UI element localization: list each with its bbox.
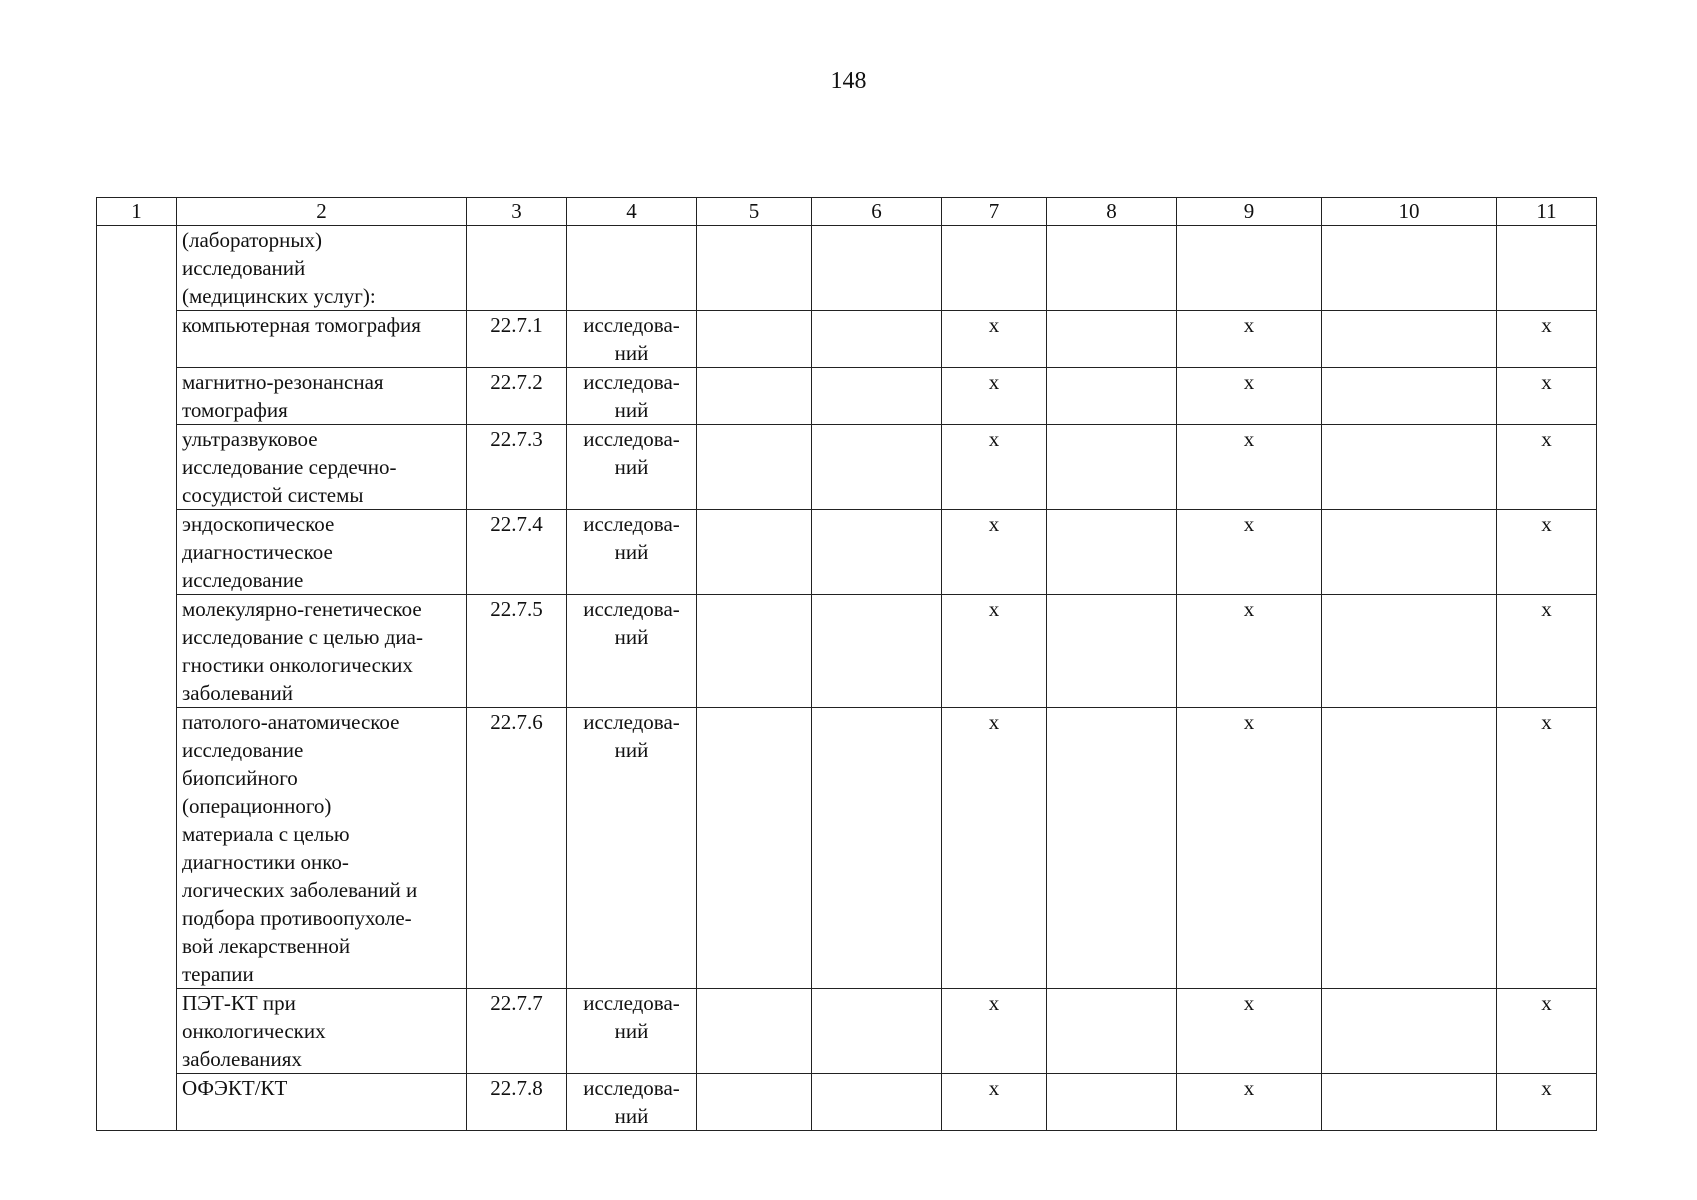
- empty-cell: [1322, 708, 1497, 989]
- table-row: [97, 708, 1597, 989]
- column-header: 3: [467, 198, 567, 226]
- mark-cell: x: [942, 595, 1047, 708]
- service-name-line: исследование с целью диа-: [182, 625, 423, 649]
- empty-cell: [1047, 226, 1177, 311]
- column-header: 2: [177, 198, 467, 226]
- service-name-cell: [177, 595, 467, 708]
- empty-cell: [1322, 595, 1497, 708]
- table-row: [97, 595, 1597, 708]
- unit-cell: [567, 510, 697, 595]
- empty-cell: [942, 226, 1047, 311]
- empty-cell: [697, 226, 812, 311]
- empty-cell: [812, 708, 942, 989]
- unit-cell: [567, 708, 697, 989]
- service-name-cell: [177, 311, 467, 368]
- column-header: 7: [942, 198, 1047, 226]
- unit-line: ний: [614, 398, 649, 422]
- column-header: 11: [1497, 198, 1597, 226]
- unit-cell: [567, 311, 697, 368]
- mark-cell: x: [942, 989, 1047, 1074]
- column-header: 10: [1322, 198, 1497, 226]
- mark-cell: x: [1497, 595, 1597, 708]
- column-header: 6: [812, 198, 942, 226]
- mark-cell: x: [942, 510, 1047, 595]
- intro-row: [97, 226, 1597, 311]
- column-header: 4: [567, 198, 697, 226]
- mark-cell: x: [1497, 368, 1597, 425]
- empty-cell: [812, 425, 942, 510]
- mark-cell: x: [1177, 989, 1322, 1074]
- intro-line: исследований: [182, 256, 306, 280]
- table-row: [97, 510, 1597, 595]
- unit-line: исследова-: [583, 597, 680, 621]
- empty-cell: [812, 226, 942, 311]
- service-name-line: подбора противоопухоле-: [182, 906, 412, 930]
- empty-cell: [1047, 1074, 1177, 1131]
- empty-cell: [1322, 989, 1497, 1074]
- header-row: [97, 198, 1597, 226]
- service-name-line: компьютерная томография: [182, 313, 421, 337]
- empty-cell: [1047, 368, 1177, 425]
- mark-cell: x: [1177, 425, 1322, 510]
- service-name-line: исследование: [182, 738, 304, 762]
- column-header: 5: [697, 198, 812, 226]
- intro-line: (лабораторных): [182, 228, 322, 252]
- unit-line: исследова-: [583, 991, 680, 1015]
- service-name-line: (операционного): [182, 794, 332, 818]
- service-name-cell: [177, 425, 467, 510]
- unit-line: ний: [614, 1104, 649, 1128]
- unit-line: исследова-: [583, 710, 680, 734]
- empty-cell: [812, 595, 942, 708]
- empty-cell: [812, 989, 942, 1074]
- empty-cell: [1047, 311, 1177, 368]
- service-code-cell: 22.7.4: [467, 510, 567, 595]
- mark-cell: x: [1497, 425, 1597, 510]
- column-header: 1: [97, 198, 177, 226]
- empty-cell: [697, 510, 812, 595]
- service-name-line: вой лекарственной: [182, 934, 351, 958]
- service-name-line: терапии: [182, 962, 254, 986]
- service-name-line: заболеваний: [182, 681, 293, 705]
- unit-line: ний: [614, 540, 649, 564]
- empty-cell: [812, 311, 942, 368]
- mark-cell: x: [1497, 510, 1597, 595]
- service-name-line: ОФЭКТ/КТ: [182, 1076, 288, 1100]
- mark-cell: x: [1177, 311, 1322, 368]
- service-name-line: исследование: [182, 568, 304, 592]
- service-name-line: томография: [182, 398, 288, 422]
- mark-cell: x: [1177, 1074, 1322, 1131]
- service-name-cell: [177, 989, 467, 1074]
- empty-cell: [1497, 226, 1597, 311]
- unit-line: ний: [614, 341, 649, 365]
- mark-cell: x: [942, 708, 1047, 989]
- service-name-line: материала с целью: [182, 822, 350, 846]
- empty-cell: [567, 226, 697, 311]
- service-code-cell: 22.7.5: [467, 595, 567, 708]
- unit-line: исследова-: [583, 512, 680, 536]
- mark-cell: x: [1177, 708, 1322, 989]
- mark-cell: x: [1497, 708, 1597, 989]
- unit-line: ний: [614, 1019, 649, 1043]
- unit-line: исследова-: [583, 427, 680, 451]
- service-name-line: заболеваниях: [182, 1047, 302, 1071]
- empty-cell: [812, 510, 942, 595]
- page-number: 148: [830, 68, 867, 94]
- mark-cell: x: [942, 1074, 1047, 1131]
- service-name-cell: [177, 1074, 467, 1131]
- table-row: [97, 311, 1597, 368]
- unit-cell: [567, 368, 697, 425]
- service-name-line: диагностики онко-: [182, 850, 349, 874]
- empty-cell: [697, 368, 812, 425]
- empty-cell: [1322, 510, 1497, 595]
- empty-cell: [697, 708, 812, 989]
- service-name-line: ПЭТ-КТ при: [182, 991, 296, 1015]
- table-row: [97, 1074, 1597, 1131]
- service-name-line: патолого-анатомическое: [182, 710, 400, 734]
- mark-cell: x: [942, 425, 1047, 510]
- service-code-cell: 22.7.2: [467, 368, 567, 425]
- mark-cell: x: [1497, 311, 1597, 368]
- table-row: [97, 425, 1597, 510]
- mark-cell: x: [1177, 368, 1322, 425]
- intro-line: (медицинских услуг):: [182, 284, 376, 308]
- empty-cell: [1047, 595, 1177, 708]
- empty-cell: [467, 226, 567, 311]
- unit-line: исследова-: [583, 313, 680, 337]
- unit-line: ний: [614, 455, 649, 479]
- unit-line: ний: [614, 625, 649, 649]
- mark-cell: x: [1497, 989, 1597, 1074]
- service-name-line: логических заболеваний и: [182, 878, 418, 902]
- empty-cell: [1047, 989, 1177, 1074]
- empty-cell: [812, 368, 942, 425]
- service-name-line: гностики онкологических: [182, 653, 413, 677]
- service-name-line: эндоскопическое: [182, 512, 335, 536]
- empty-cell: [1322, 311, 1497, 368]
- service-name-line: молекулярно-генетическое: [182, 597, 422, 621]
- service-code-cell: 22.7.7: [467, 989, 567, 1074]
- mark-cell: x: [1177, 510, 1322, 595]
- mark-cell: x: [942, 368, 1047, 425]
- empty-cell: [1322, 1074, 1497, 1131]
- empty-cell: [697, 311, 812, 368]
- empty-cell: [697, 425, 812, 510]
- column-header: 9: [1177, 198, 1322, 226]
- service-name-line: магнитно-резонансная: [182, 370, 384, 394]
- service-name-cell: [177, 510, 467, 595]
- unit-cell: [567, 425, 697, 510]
- service-name-line: онкологических: [182, 1019, 326, 1043]
- service-name-cell: [177, 708, 467, 989]
- table-body: [97, 226, 1597, 1131]
- empty-cell: [1322, 226, 1497, 311]
- empty-cell: [1047, 708, 1177, 989]
- table-row: [97, 368, 1597, 425]
- column-1-cell: [97, 226, 177, 1131]
- service-code-cell: 22.7.6: [467, 708, 567, 989]
- unit-cell: [567, 989, 697, 1074]
- service-name-line: биопсийного: [182, 766, 298, 790]
- unit-cell: [567, 595, 697, 708]
- mark-cell: x: [1177, 595, 1322, 708]
- table-row: [97, 989, 1597, 1074]
- service-code-cell: 22.7.1: [467, 311, 567, 368]
- mark-cell: x: [1497, 1074, 1597, 1131]
- service-name-line: сосудистой системы: [182, 483, 364, 507]
- empty-cell: [697, 595, 812, 708]
- service-name-cell: [177, 368, 467, 425]
- empty-cell: [1322, 425, 1497, 510]
- unit-cell: [567, 1074, 697, 1131]
- column-header: 8: [1047, 198, 1177, 226]
- empty-cell: [1177, 226, 1322, 311]
- mark-cell: x: [942, 311, 1047, 368]
- intro-cell: [177, 226, 467, 311]
- empty-cell: [1322, 368, 1497, 425]
- unit-line: исследова-: [583, 1076, 680, 1100]
- empty-cell: [697, 989, 812, 1074]
- services-table: [96, 197, 1597, 1131]
- service-code-cell: 22.7.3: [467, 425, 567, 510]
- unit-line: ний: [614, 738, 649, 762]
- unit-line: исследова-: [583, 370, 680, 394]
- empty-cell: [812, 1074, 942, 1131]
- service-name-line: диагностическое: [182, 540, 333, 564]
- empty-cell: [1047, 510, 1177, 595]
- service-name-line: ультразвуковое: [182, 427, 318, 451]
- service-code-cell: 22.7.8: [467, 1074, 567, 1131]
- empty-cell: [697, 1074, 812, 1131]
- empty-cell: [1047, 425, 1177, 510]
- service-name-line: исследование сердечно-: [182, 455, 397, 479]
